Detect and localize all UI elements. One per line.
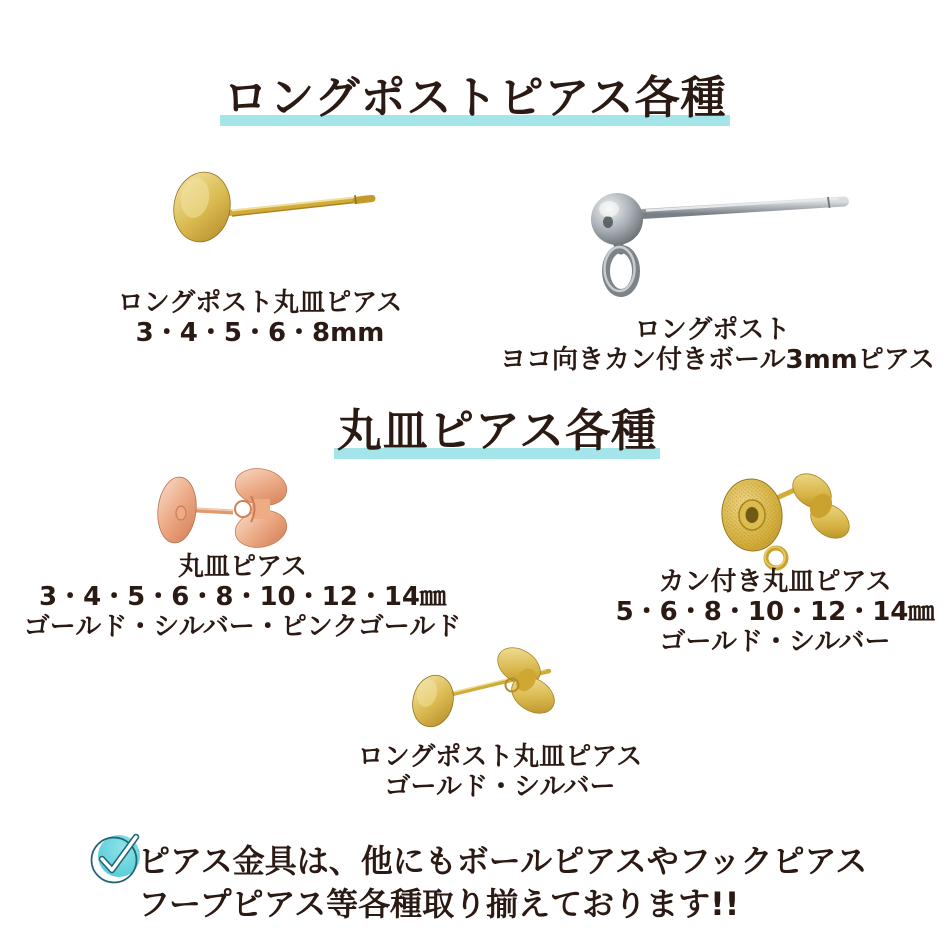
product-colors: ゴールド・シルバー・ピンクゴールド xyxy=(23,612,462,643)
gold-long-post-flat-pad-with-back-image xyxy=(396,638,566,738)
gold-long-post-flat-pad-earring-image xyxy=(150,160,390,255)
product-sizes: 3・4・5・6・8mm xyxy=(135,318,385,349)
availability-note xyxy=(138,840,928,926)
product-name: ロングポスト丸皿ピアス xyxy=(117,288,403,318)
product-name: カン付き丸皿ピアス xyxy=(658,567,892,597)
product-sizes: 5・6・8・10・12・14㎜ xyxy=(615,597,935,628)
product-label-long-post-flat-pad xyxy=(110,288,410,348)
product-name: ロングポスト xyxy=(634,315,791,345)
product-name: ロングポスト丸皿ピアス xyxy=(357,742,643,772)
product-label-ball-post xyxy=(500,315,935,376)
product-colors: ゴールド・シルバー xyxy=(659,627,891,658)
note-line-1: ピアス金具は、他にもボールピアスやフックピアス xyxy=(138,842,868,880)
section-title-highlight: ロングポストピアス各種 xyxy=(220,70,729,126)
section-title-highlight: 丸皿ピアス各種 xyxy=(334,403,660,459)
section-title-flat-pad xyxy=(22,403,950,459)
product-name: 丸皿ピアス xyxy=(178,552,307,582)
product-colors: ゴールド・シルバー xyxy=(384,772,616,803)
pink-gold-flat-pad-earring-image xyxy=(148,460,303,555)
product-label-flat-pad xyxy=(15,552,470,642)
product-label-long-post-flat-pad-colors xyxy=(350,742,650,802)
silver-ball-post-with-loop-earring-image xyxy=(572,180,872,305)
gold-flat-pad-with-loop-earring-image xyxy=(705,458,860,576)
section-title-long-post xyxy=(0,70,950,126)
product-label-loop-pad xyxy=(600,567,950,657)
product-sizes: 3・4・5・6・8・10・12・14㎜ xyxy=(39,582,446,613)
product-name-line2: ヨコ向きカン付きボール3mmピアス xyxy=(500,345,935,376)
note-line-2: フープピアス等各種取り揃えております!! xyxy=(138,885,740,923)
